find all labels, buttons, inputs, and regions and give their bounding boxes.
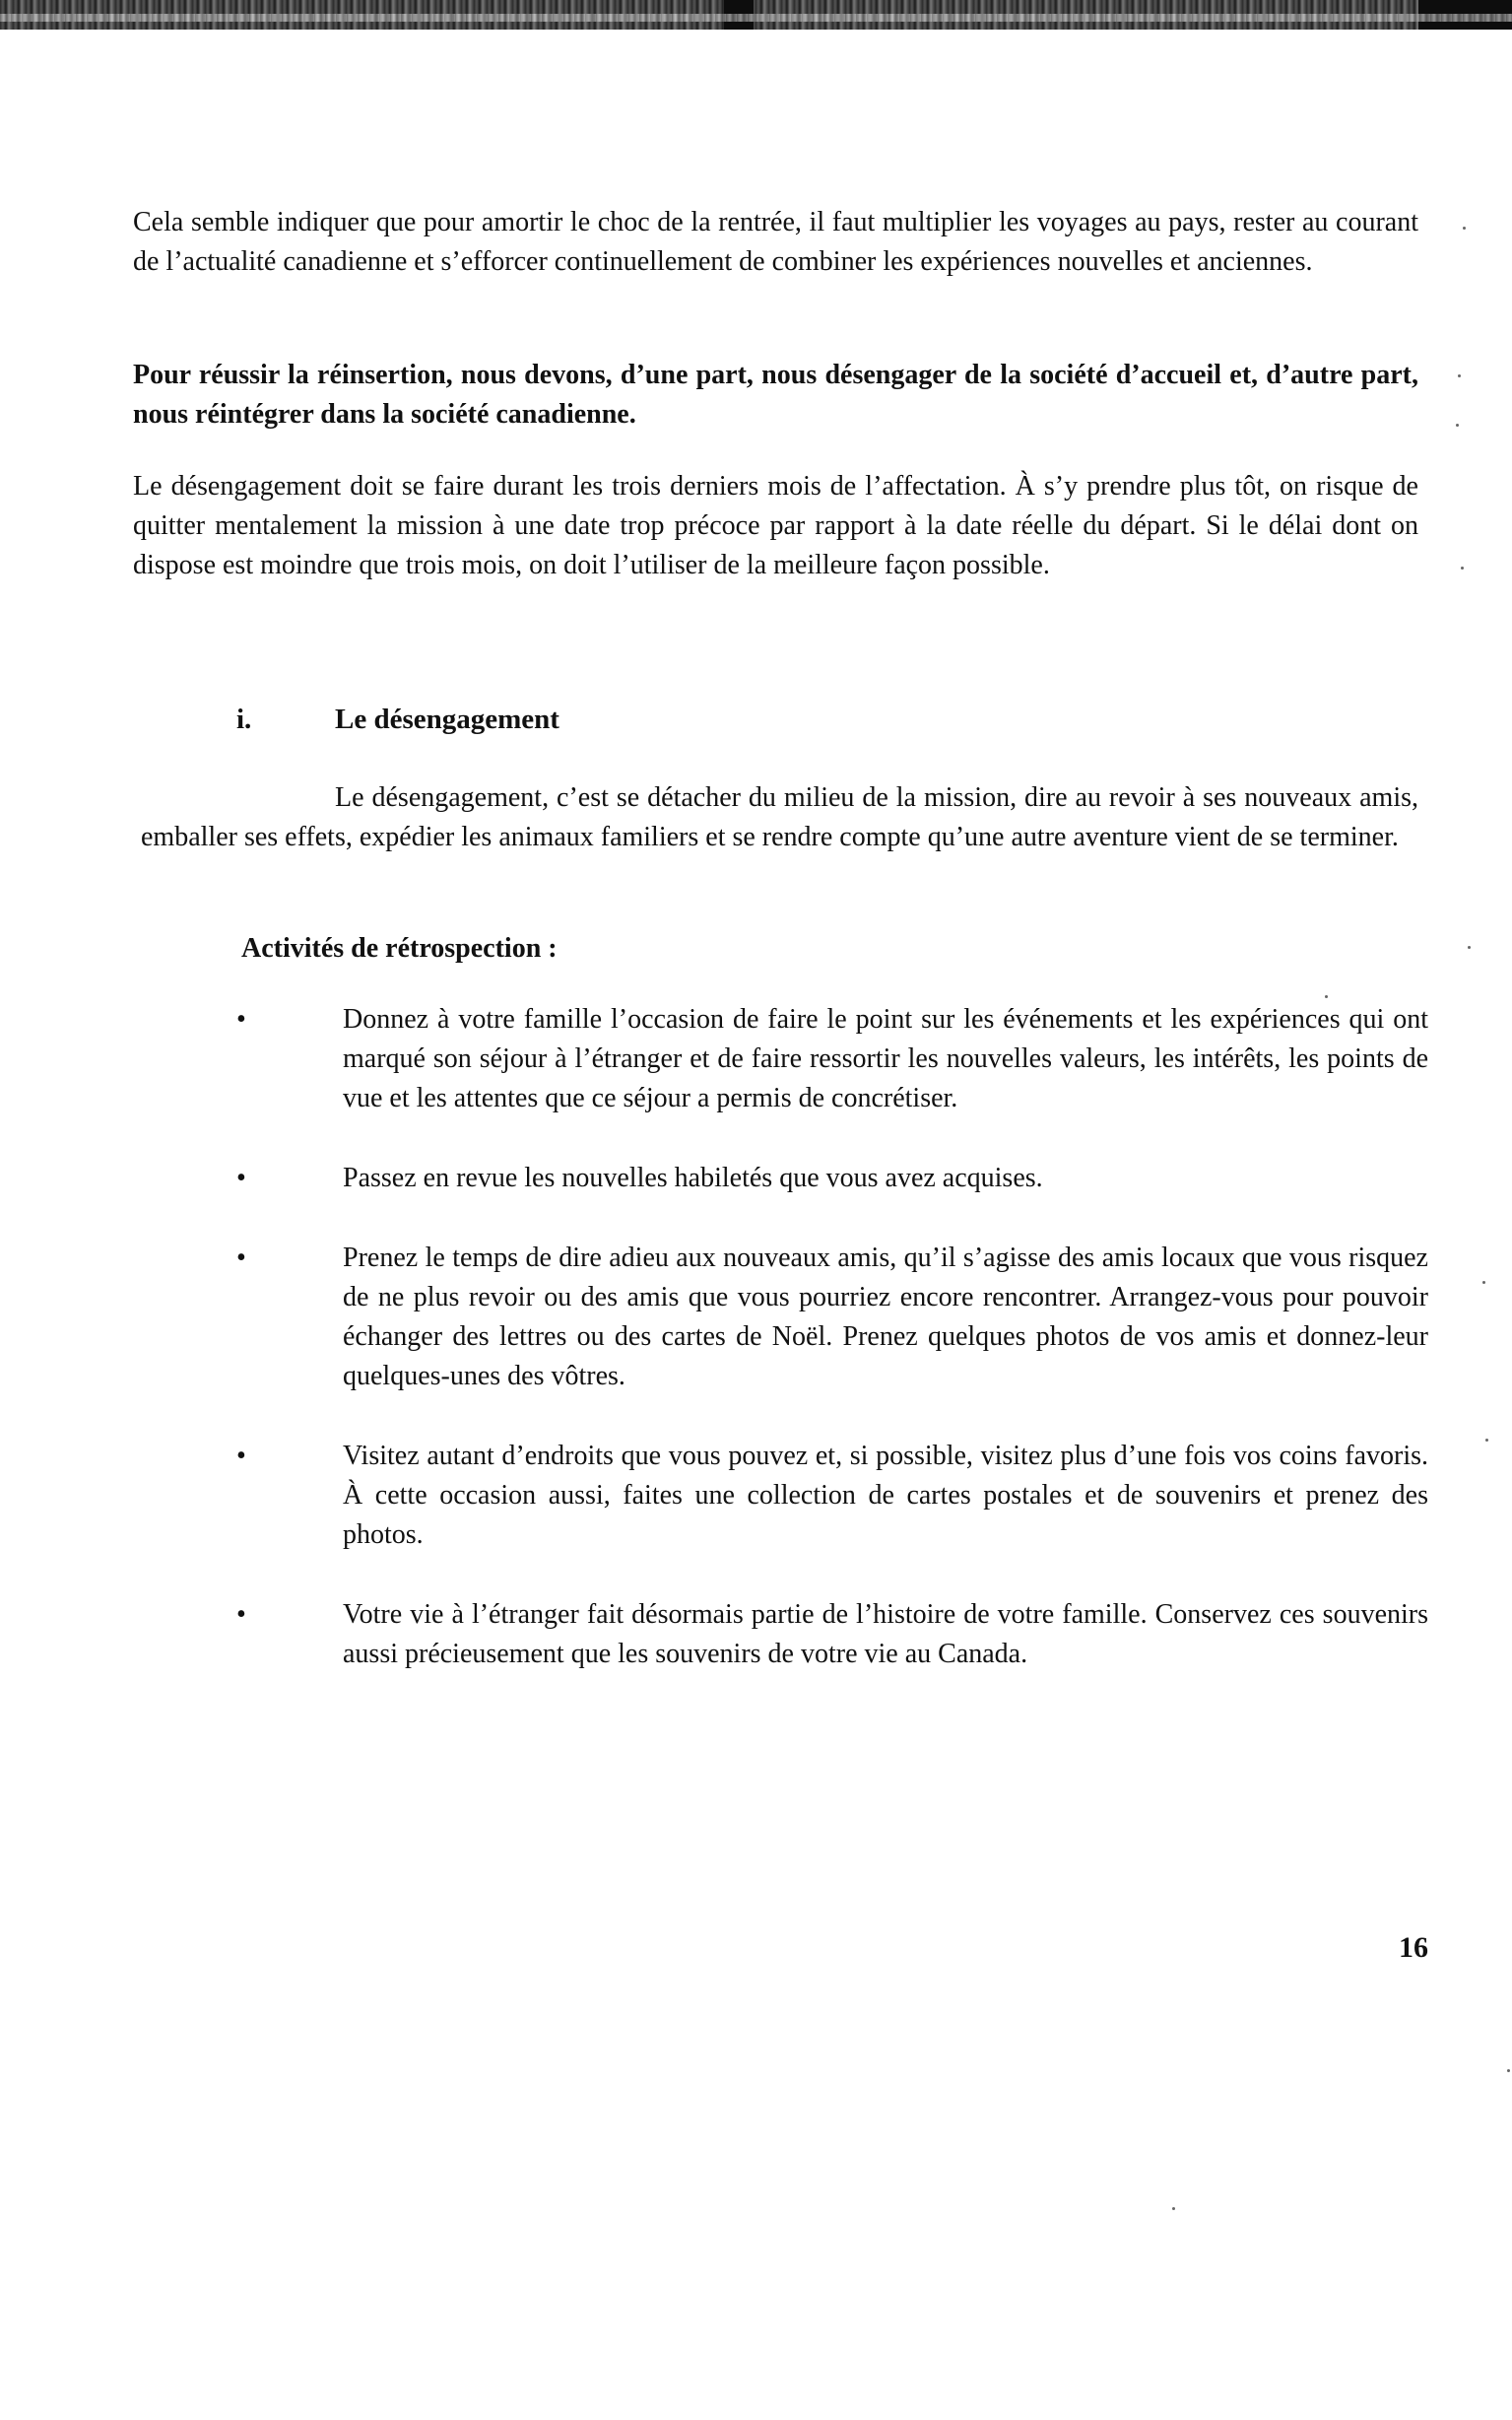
bullet-icon: •: [236, 1163, 246, 1193]
section-intro-paragraph: Le désengagement, c’est se détacher du milieu de la mission, dire au revoir à ses nouveaux amis, emballer ses effets, expédier les animaux familiers et se rendre compte qu’une autre aventure vient de se terminer.: [141, 782, 1418, 852]
scan-speck: [1325, 995, 1328, 998]
list-item: [236, 1000, 1428, 1118]
scan-artifact-bar: [0, 0, 1512, 30]
bullet-icon: •: [236, 1004, 246, 1035]
list-item-text: Donnez à votre famille l’occasion de faire le point sur les événements et les expériences qui ont marqué son séjour à l’étranger et de faire ressortir les nouvelles valeurs, les intérêts, les points de vue et les attentes que ce séjour a permis de concrétiser.: [343, 1004, 1428, 1113]
bullet-icon: •: [236, 1599, 246, 1630]
scan-speck: [1468, 946, 1471, 949]
section-heading: [236, 704, 559, 736]
list-item: [236, 1159, 1428, 1198]
list-item-text: Visitez autant d’endroits que vous pouvez et, si possible, visitez plus d’une fois vos coins favoris. À cette occasion aussi, faites une collection de cartes postales et de souvenirs et prenez des photos.: [343, 1441, 1428, 1550]
paragraph-timing: Le désengagement doit se faire durant les trois derniers mois de l’affectation. À s’y prendre plus tôt, on risque de quitter mentalement la mission à une date trop précoce par rapport à la date réelle du départ. Si le délai dont on dispose est moindre que trois mois, on doit l’utiliser de la meilleure façon possible.: [133, 471, 1418, 580]
list-item-text: Votre vie à l’étranger fait désormais partie de l’histoire de votre famille. Conservez ces souvenirs aussi précieusement que les souvenirs de votre vie au Canada.: [343, 1599, 1428, 1669]
scan-speck: [1482, 1281, 1485, 1284]
list-item-text: Prenez le temps de dire adieu aux nouveaux amis, qu’il s’agisse des amis locaux que vous risquez de ne plus revoir ou des amis que vous pourriez encore rencontrer. Arrangez-vous pour pouvoir échanger des lettres ou des cartes de Noël. Prenez quelques photos de vos amis et donnez-leur quelques-unes des vôtres.: [343, 1243, 1428, 1391]
list-item: [236, 1437, 1428, 1555]
section-title: Le désengagement: [335, 704, 559, 735]
list-item-text: Passez en revue les nouvelles habiletés que vous avez acquises.: [343, 1163, 1043, 1193]
scan-artifact-block: [724, 0, 754, 30]
scan-speck: [1172, 2207, 1175, 2210]
list-item: [236, 1595, 1428, 1674]
section-number: i.: [236, 704, 252, 735]
scan-speck: [1485, 1439, 1488, 1442]
bullet-icon: •: [236, 1441, 246, 1471]
bullet-icon: •: [236, 1243, 246, 1273]
scan-speck: [1507, 2069, 1510, 2072]
scan-speck: [1458, 374, 1461, 377]
scan-speck: [1463, 227, 1466, 230]
page-number: 16: [1399, 1931, 1428, 1964]
paragraph-intro: Cela semble indiquer que pour amortir le choc de la rentrée, il faut multiplier les voyages au pays, rester au courant de l’actualité canadienne et s’efforcer continuellement de combiner les expériences nouvelles et anciennes.: [133, 207, 1418, 277]
scan-speck: [1456, 424, 1459, 427]
scan-artifact-block: [1418, 0, 1512, 30]
activities-list: [236, 1000, 1428, 1714]
scan-speck: [1461, 567, 1464, 570]
list-item: [236, 1239, 1428, 1396]
paragraph-bold-statement: Pour réussir la réinsertion, nous devons, d’une part, nous désengager de la société d’accueil et, d’autre part, nous réintégrer dans la société canadienne.: [133, 360, 1418, 430]
activities-subheading: Activités de rétrospection :: [241, 933, 558, 964]
